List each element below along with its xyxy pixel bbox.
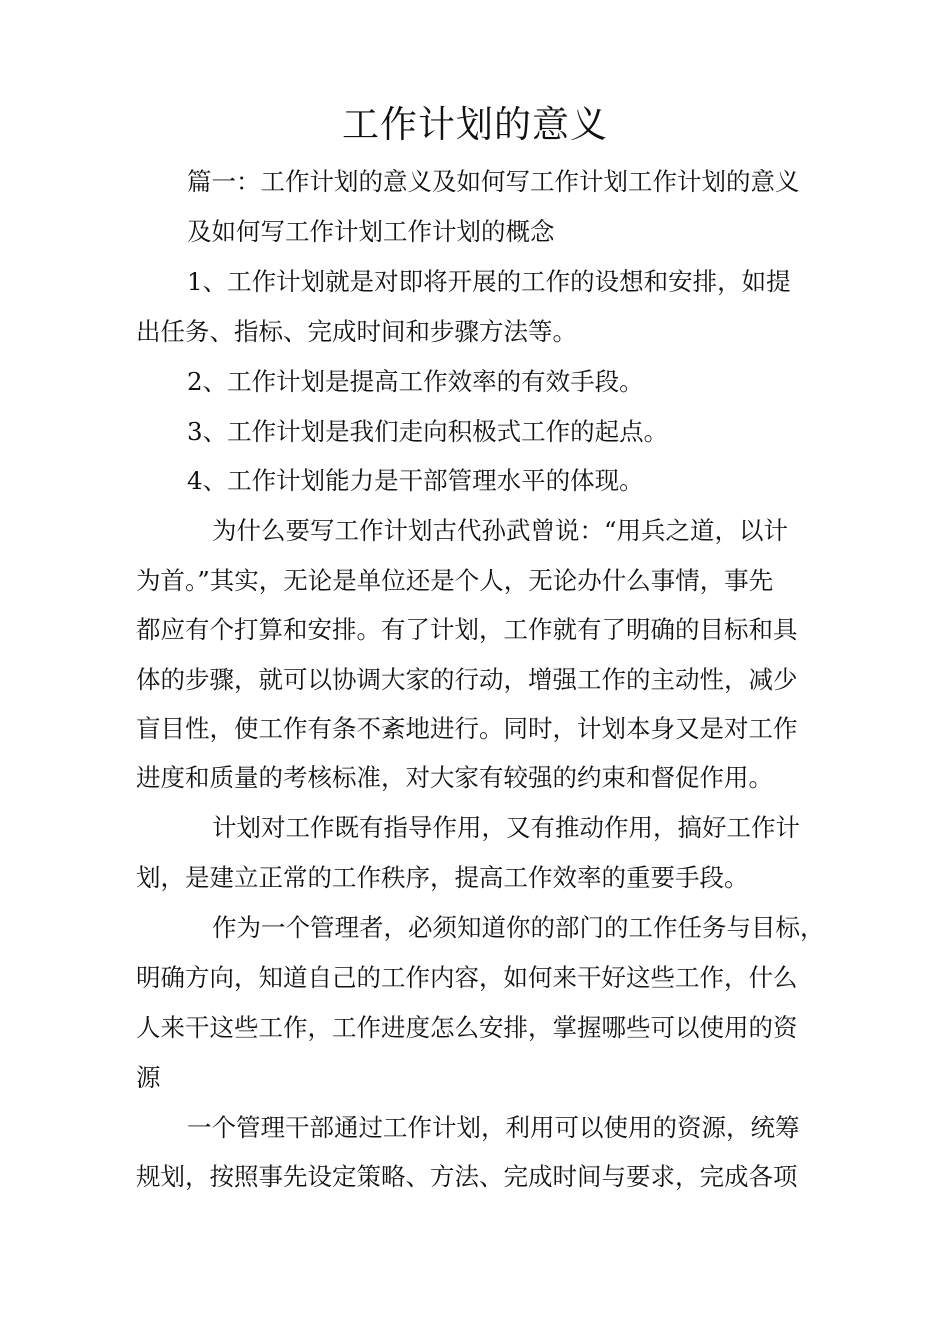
paragraph-line: 明确方向，知道自己的工作内容，如何来干好这些工作，什么 <box>136 963 798 992</box>
paragraph-line: 为首。”其实，无论是单位还是个人，无论办什么事情，事先 <box>136 566 774 595</box>
paragraph-line: 1、工作计划就是对即将开展的工作的设想和安排，如提 <box>187 267 791 296</box>
paragraph-line: 人来干这些工作，工作进度怎么安排，掌握哪些可以使用的资 <box>136 1013 798 1042</box>
paragraph-line: 规划，按照事先设定策略、方法、完成时间与要求，完成各项 <box>136 1162 798 1191</box>
paragraph-line: 为什么要写工作计划古代孙武曾说：“用兵之道，以计 <box>212 516 789 545</box>
paragraph-line: 篇一：工作计划的意义及如何写工作计划工作计划的意义 <box>187 167 800 196</box>
paragraph-line: 及如何写工作计划工作计划的概念 <box>187 217 555 246</box>
paragraph-line: 源 <box>136 1063 161 1092</box>
paragraph-line: 一个管理干部通过工作计划，利用可以使用的资源，统筹 <box>187 1113 800 1142</box>
paragraph-line: 都应有个打算和安排。有了计划，工作就有了明确的目标和具 <box>136 615 798 644</box>
document-title: 工作计划的意义 <box>342 103 608 146</box>
paragraph-line: 体的步骤，就可以协调大家的行动，增强工作的主动性，减少 <box>136 665 798 694</box>
paragraph-line: 3、工作计划是我们走向积极式工作的起点。 <box>187 417 669 446</box>
paragraph-line: 4、工作计划能力是干部管理水平的体现。 <box>187 466 644 495</box>
paragraph-line: 盲目性，使工作有条不紊地进行。同时，计划本身又是对工作 <box>136 714 798 743</box>
paragraph-line: 进度和质量的考核标准，对大家有较强的约束和督促作用。 <box>136 763 773 792</box>
paragraph-line: 计划对工作既有指导作用，又有推动作用，搞好工作计 <box>212 813 800 842</box>
paragraph-line: 出任务、指标、完成时间和步骤方法等。 <box>136 317 577 346</box>
paragraph-line: 2、工作计划是提高工作效率的有效手段。 <box>187 367 644 396</box>
paragraph-line: 划，是建立正常的工作秩序，提高工作效率的重要手段。 <box>136 863 749 892</box>
paragraph-line: 作为一个管理者，必须知道你的部门的工作任务与目标， <box>212 913 825 942</box>
